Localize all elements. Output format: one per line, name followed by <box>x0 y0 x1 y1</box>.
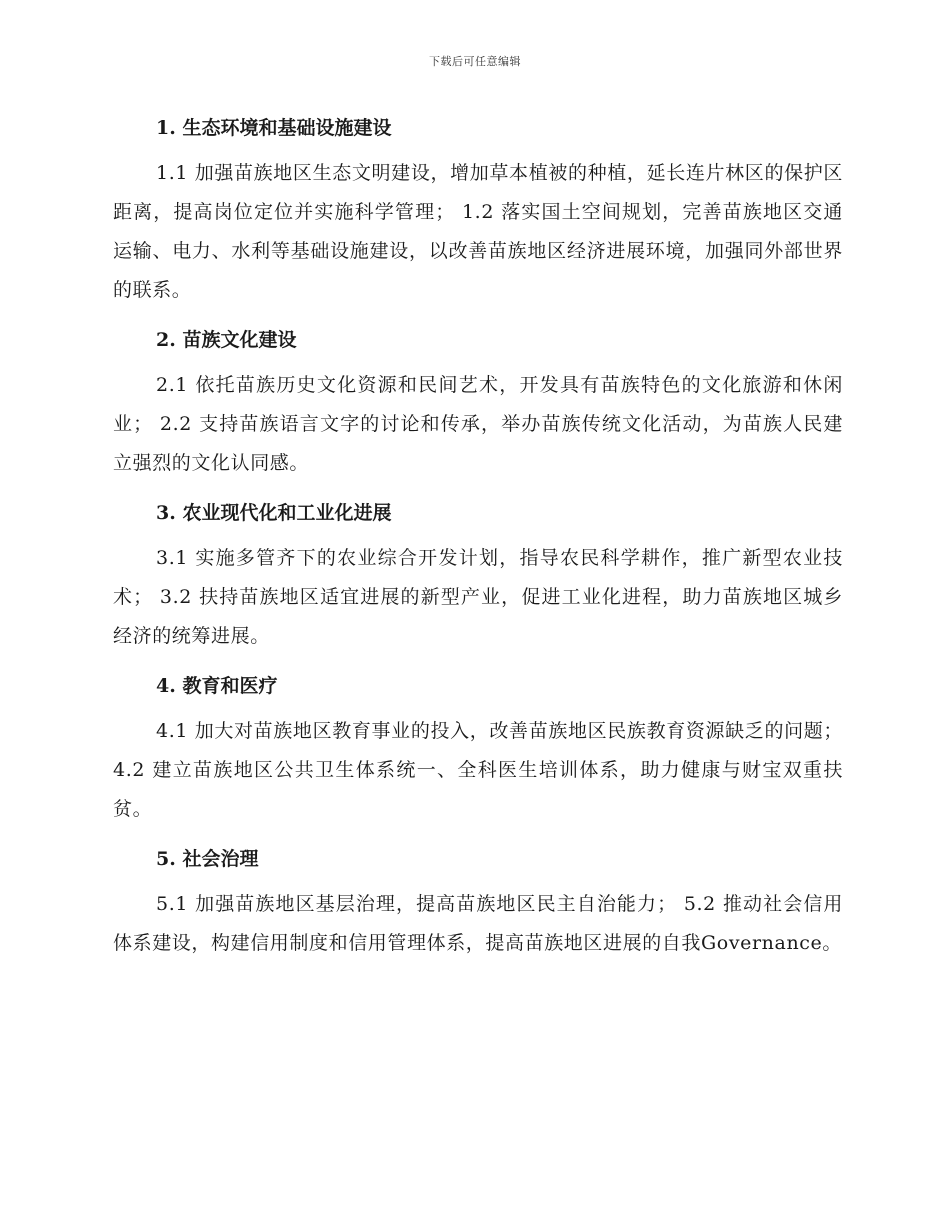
section-5 <box>113 841 843 963</box>
section-heading: 2. 苗族文化建设 <box>156 329 297 351</box>
section-paragraph: 4.1 加大对苗族地区教育事业的投入，改善苗族地区民族教育资源缺乏的问题； 4.2 建立苗族地区公共卫生体系统一、全科医生培训体系，助力健康与财宝双重扶贫。 <box>113 720 843 820</box>
section-paragraph: 3.1 实施多管齐下的农业综合开发计划，指导农民科学耕作，推广新型农业技术； 3.2 扶持苗族地区适宜进展的新型产业，促进工业化进程，助力苗族地区城乡经济的统筹进展。 <box>113 547 843 647</box>
section-heading: 3. 农业现代化和工业化进展 <box>156 502 392 524</box>
section-1 <box>113 110 843 310</box>
section-heading: 4. 教育和医疗 <box>156 675 278 697</box>
section-heading: 5. 社会治理 <box>156 848 259 870</box>
document-content <box>113 110 843 975</box>
section-4 <box>113 668 843 829</box>
section-3 <box>113 495 843 656</box>
section-2 <box>113 322 843 483</box>
page-header-note: 下载后可任意编辑 <box>429 55 521 68</box>
section-paragraph: 5.1 加强苗族地区基层治理，提高苗族地区民主自治能力； 5.2 推动社会信用体系建设，构建信用制度和信用管理体系，提高苗族地区进展的自我Governance。 <box>113 893 843 954</box>
section-paragraph: 1.1 加强苗族地区生态文明建设，增加草本植被的种植，延长连片林区的保护区距离，提高岗位定位并实施科学管理； 1.2 落实国土空间规划，完善苗族地区交通运输、电力、水利等基础设施建设，以改善苗族地区经济进展环境，加强同外部世界的联系。 <box>113 162 843 301</box>
section-heading: 1. 生态环境和基础设施建设 <box>156 117 392 139</box>
section-paragraph: 2.1 依托苗族历史文化资源和民间艺术，开发具有苗族特色的文化旅游和休闲业； 2.2 支持苗族语言文字的讨论和传承，举办苗族传统文化活动，为苗族人民建立强烈的文化认同感。 <box>113 374 843 474</box>
